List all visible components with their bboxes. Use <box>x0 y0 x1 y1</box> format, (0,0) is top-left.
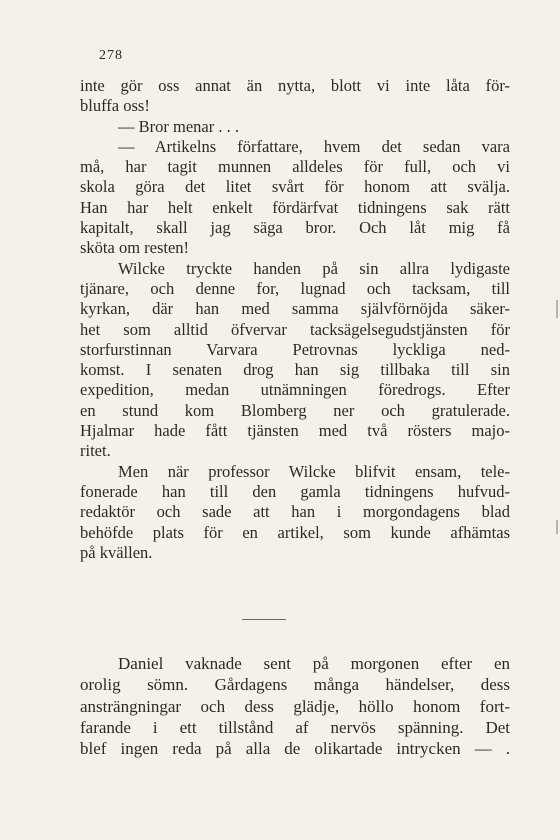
text-block-before-break <box>80 76 510 563</box>
text-line: het som alltid öfvervar tacksägelsegudstjänsten för <box>80 319 510 339</box>
section-divider <box>242 619 286 620</box>
page-number: 278 <box>99 48 123 63</box>
text-line: Han har helt enkelt fördärfvat tidningens sak rätt <box>80 197 510 217</box>
text-line: inte gör oss annat än nytta, blott vi inte låta för- <box>80 76 510 95</box>
text-block-after-break <box>80 653 510 759</box>
text-line: expedition, medan utnämningen föredrogs. Efter <box>80 380 510 400</box>
text-line: kyrkan, där han med samma självförnöjda säker- <box>80 299 510 319</box>
text-line: orolig sömn. Gårdagens många händelser, dess <box>80 675 510 695</box>
text-line: Wilcke tryckte handen på sin allra lydigaste <box>118 258 510 278</box>
text-line: skola göra det litet svårt för honom att svälja. <box>80 177 510 197</box>
text-line: Daniel vaknade sent på morgonen efter en <box>118 654 510 673</box>
text-line: Hjalmar hade fått tjänsten med två rösters majo- <box>80 421 510 441</box>
paragraph-3 <box>80 137 510 259</box>
text-line: tjänare, och denne for, lugnad och tacksam, till <box>80 278 510 298</box>
paragraph-5 <box>80 462 510 563</box>
text-line: sköta om resten! <box>80 238 190 258</box>
text-line: behöfde plats för en artikel, som kunde afhämtas <box>80 522 510 542</box>
text-line: på kvällen. <box>80 542 153 562</box>
page-edge-mark <box>556 300 558 318</box>
text-line: fonerade han till den gamla tidningens hufvud- <box>80 481 510 501</box>
text-line: redaktör och sade att han i morgondagens blad <box>80 502 510 522</box>
page-edge-mark <box>556 520 558 534</box>
text-line: blef ingen reda på alla de olikartade intrycken — . <box>80 739 510 759</box>
text-line: bluffa oss! <box>80 96 150 116</box>
text-line: farande i ett tillstånd af nervös spänning. Det <box>80 717 510 737</box>
paragraph-4 <box>80 259 510 462</box>
text-line: — Bror menar . . . <box>118 116 239 136</box>
text-line: ansträngningar och dess glädje, höllo honom fort- <box>80 696 510 716</box>
text-line: komst. I senaten drog han sig tillbaka till sin <box>80 360 510 380</box>
text-line: må, har tagit munnen alldeles för full, och vi <box>80 157 510 177</box>
text-line: storfurstinnan Varvara Petrovnas lyckliga ned- <box>80 339 510 359</box>
paragraph-1 <box>80 76 510 117</box>
text-line: en stund kom Blomberg ner och gratulerade. <box>80 400 510 420</box>
text-line: — Artikelns författare, hvem det sedan vara <box>118 136 510 156</box>
text-line: kapitalt, skall jag säga bror. Och låt mig få <box>80 218 510 238</box>
paragraph-2 <box>80 117 510 137</box>
text-line: Men när professor Wilcke blifvit ensam, tele- <box>118 461 510 481</box>
text-line: ritet. <box>80 441 111 461</box>
